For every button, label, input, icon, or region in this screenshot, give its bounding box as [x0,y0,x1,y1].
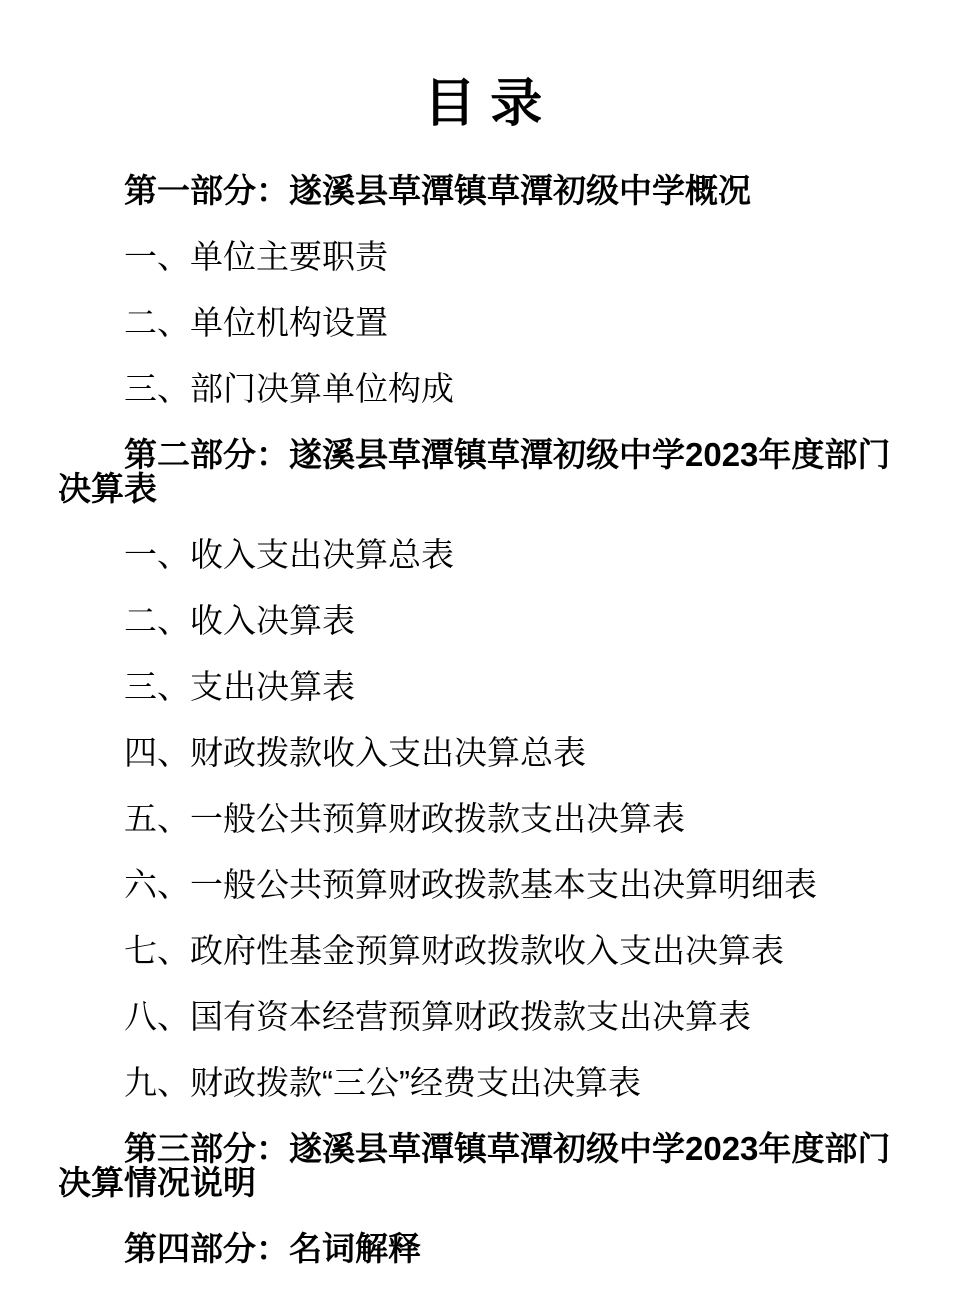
toc-item-2-1: 一、收入支出决算总表 [124,536,454,573]
section-4-heading: 第四部分：名词解释 [124,1230,421,1267]
toc-item-2-8: 八、国有资本经营预算财政拨款支出决算表 [124,998,751,1035]
section-1-heading: 第一部分：遂溪县草潭镇草潭初级中学概况 [124,172,751,209]
toc-item-1-1: 一、单位主要职责 [124,238,388,275]
toc-item-1-3: 三、部门决算单位构成 [124,370,454,407]
toc-item-2-5: 五、一般公共预算财政拨款支出决算表 [124,800,685,837]
toc-item-1-2: 二、单位机构设置 [124,304,388,341]
toc-item-2-6: 六、一般公共预算财政拨款基本支出决算明细表 [124,866,817,903]
toc-item-2-2: 二、收入决算表 [124,602,355,639]
toc-item-2-7: 七、政府性基金预算财政拨款收入支出决算表 [124,932,784,969]
section-2-heading: 第二部分：遂溪县草潭镇草潭初级中学2023年度部门决算表 [58,436,891,507]
toc-item-2-9: 九、财政拨款“三公”经费支出决算表 [124,1064,641,1101]
section-3-heading: 第三部分：遂溪县草潭镇草潭初级中学2023年度部门决算情况说明 [58,1130,891,1201]
page-title: 目 录 [423,75,543,133]
toc-item-2-4: 四、财政拨款收入支出决算总表 [124,734,586,771]
toc-item-2-3: 三、支出决算表 [124,668,355,705]
